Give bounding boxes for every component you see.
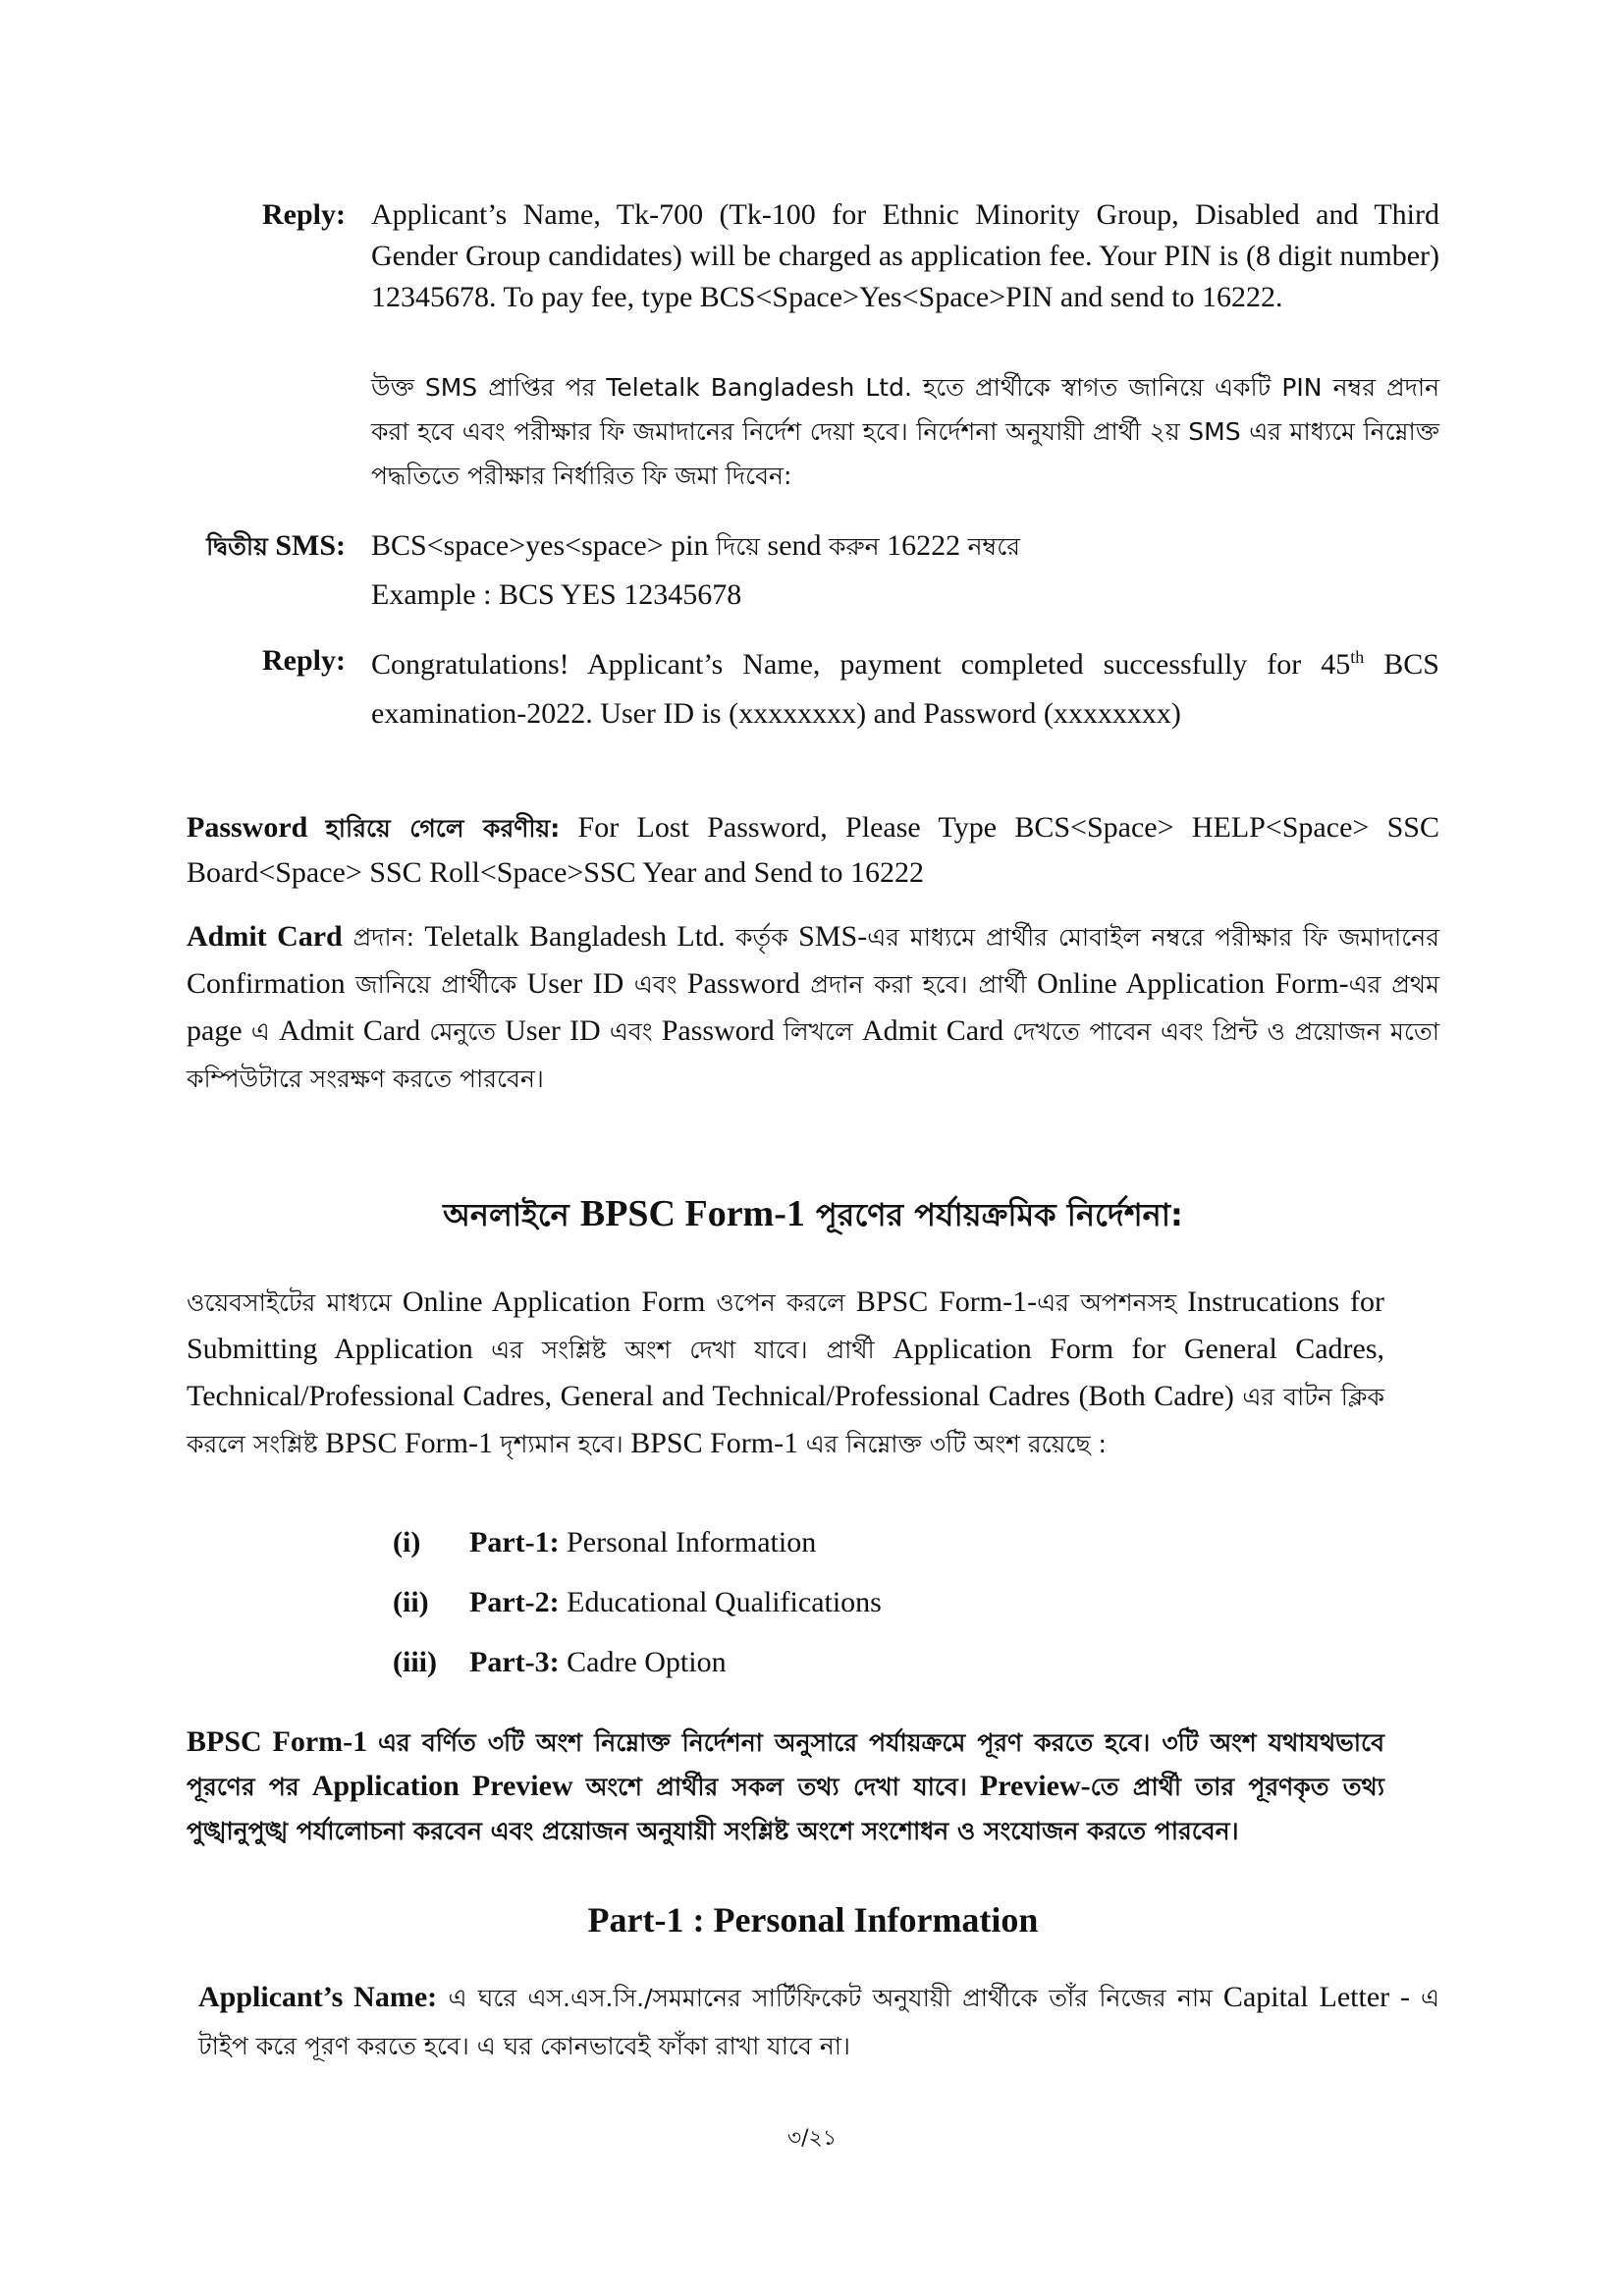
intro-paragraph: ওয়েবসাইটের মাধ্যমে Online Application Form ওপেন করলে BPSC Form-1-এর অপশনসহ Instrucations for Submitting Application এর সংশ্লিষ্ট অংশ দেখা যাবে। প্রার্থী Application Form for General Cadres, Technical/Professional Cadres, General and Technical/Professional Cadres (Both Cadre) এর বাটন ক্লিক করলে সংশ্লিষ্ট BPSC Form-1 দৃশ্যমান হবে। BPSC Form-1 এর নিম্নোক্ত ৩টি অংশ রয়েছে : [187,1285,1385,1459]
second-sms-label-en: SMS: [275,529,346,562]
list-item: (i) Part-1: Personal Information [393,1526,817,1558]
second-sms-label-bn: দ্বিতীয় [206,532,268,561]
part1-heading: Part-1 : Personal Information [587,1900,1039,1940]
lost-password-paragraph: Password হারিয়ে গেলে করণীয়: For Lost Password, Please Type BCS<Space> HELP<Space> SSC Board<Space> SSC Roll<Space>SSC Year and Send to 16222 [187,811,1440,889]
reply-label: Reply: [262,198,346,231]
section-heading: অনলাইনে BPSC Form-1 পূরণের পর্যায়ক্রমিক নির্দেশনা: [443,1193,1183,1234]
list-item: (iii) Part-3: Cadre Option [393,1646,727,1678]
list-item: (ii) Part-2: Educational Qualifications [393,1586,882,1618]
reply-congrats-text: Congratulations! Applicant’s Name, payment completed successfully for 45th BCS examination-2022. User ID is (xxxxxxxx) and Password (xxxxxxxx) [371,647,1439,730]
bold-note-paragraph: BPSC Form-1 এর বর্ণিত ৩টি অংশ নিম্নোক্ত নির্দেশনা অনুসারে পর্যায়ক্রমে পূরণ করতে হবে। ৩টি অংশ যথাযথভাবে পূরণের পর Application Preview অংশে প্রার্থীর সকল তথ্য দেখা যাবে। Preview-তে প্রার্থী তার পূরণকৃত তথ্য পুঙ্খানুপুঙ্খ পর্যালোচনা করবেন এবং প্রয়োজন অনুযায়ী সংশ্লিষ্ট অংশে সংশোধন ও সংযোজন করতে পারবেন। [187,1725,1384,1845]
second-sms-example: Example : BCS YES 12345678 [371,578,742,611]
second-sms-label [157,525,346,568]
applicant-name-paragraph: Applicant’s Name: এ ঘরে এস.এস.সি./সমমানের সার্টিফিকেট অনুযায়ী প্রার্থীকে তাঁর নিজের নাম Capital Letter - এ টাইপ করে পূরণ করতে হবে। এ ঘর কোনভাবেই ফাঁকা রাখা যাবে না। [198,1981,1439,2060]
page-number: ৩/২১ [786,2126,838,2151]
reply-text-english: Applicant’s Name, Tk-700 (Tk-100 for Ethnic Minority Group, Disabled and Third Gender Group candidates) will be charged as application fee. Your PIN is (8 digit number) 12345678. To pay fee, type BCS<Space>Yes<Space>PIN and send to 16222. [371,198,1439,313]
admit-card-paragraph: Admit Card প্রদান: Teletalk Bangladesh Ltd. কর্তৃক SMS-এর মাধ্যমে প্রার্থীর মোবাইল নম্বরে পরীক্ষার ফি জমাদানের Confirmation জানিয়ে প্রার্থীকে User ID এবং Password প্রদান করা হবে। প্রার্থী Online Application Form-এর প্রথম page এ Admit Card মেনুতে User ID এবং Password লিখলে Admit Card দেখতে পাবেন এবং প্রিন্ট ও প্রয়োজন মতো কম্পিউটারে সংরক্ষণ করতে পারবেন। [187,920,1439,1093]
reply-label: Reply: [262,644,346,677]
second-sms-instruction: BCS<space>yes<space> pin দিয়ে send করুন 16222 নম্বরে [371,529,1021,562]
reply-text-bangla: উক্ত SMS প্রাপ্তির পর Teletalk Bangladesh Ltd. হতে প্রার্থীকে স্বাগত জানিয়ে একটি PIN নম্বর প্রদান করা হবে এবং পরীক্ষার ফি জমাদানের নির্দেশ দেয়া হবে। নির্দেশনা অনুযায়ী প্রার্থী ২য় SMS এর মাধ্যমে নিম্নোক্ত পদ্ধতিতে পরীক্ষার নির্ধারিত ফি জমা দিবেন: [371,373,1439,490]
